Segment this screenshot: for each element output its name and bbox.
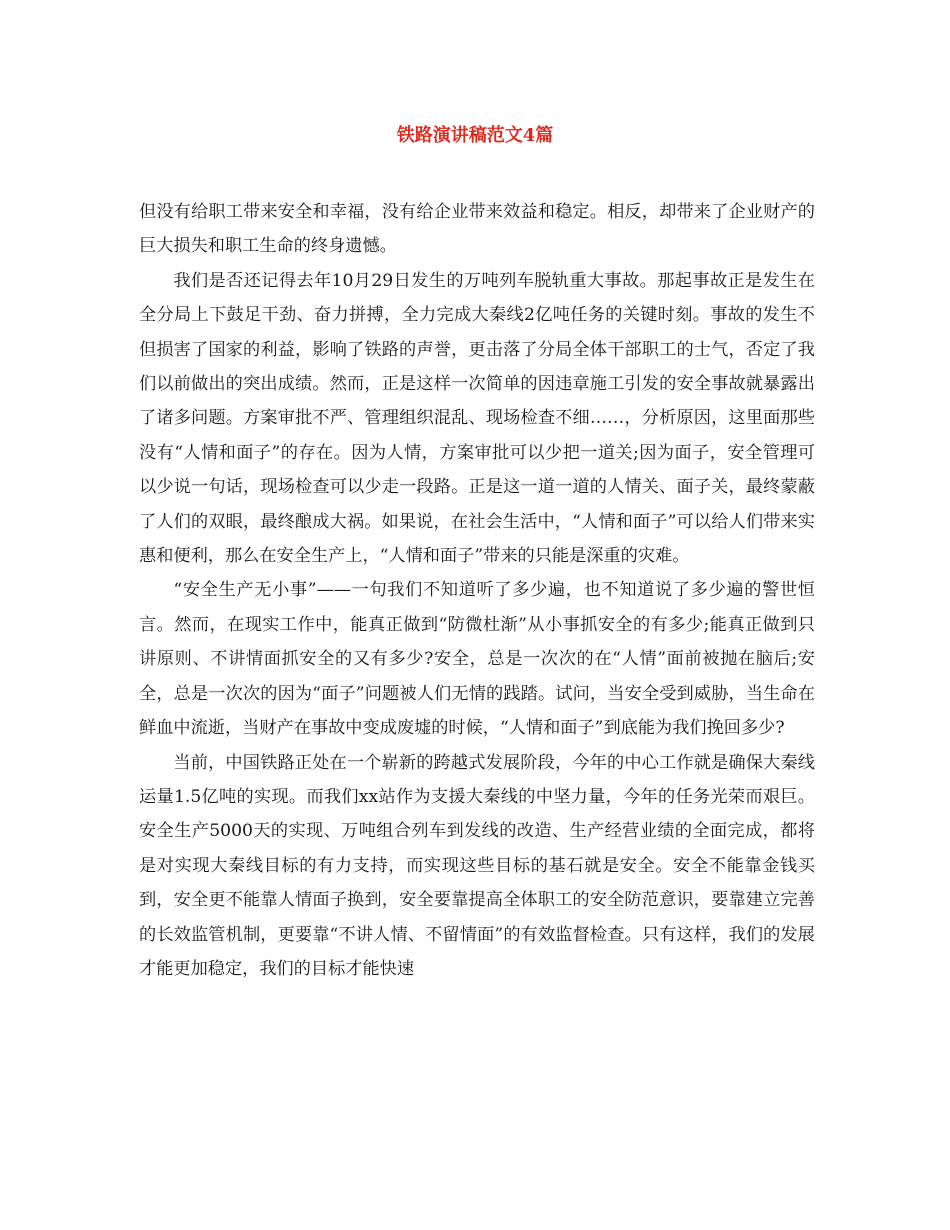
paragraph-2: 我们是否还记得去年10月29日发生的万吨列车脱轨重大事故。那起事故正是发生在全分局上下鼓足干劲、奋力拼搏，全力完成大秦线2亿吨任务的关键时刻。事故的发生不但损害了国家的利益，影响了铁路的声誉，更击落了分局全体干部职工的士气，否定了我们以前做出的突出成绩。然而，正是这样一次简单的因违章施工引发的安全事故就暴露出了诸多问题。方案审批不严、管理组织混乱、现场检查不细……，分析原因，这里面那些没有“人情和面子”的存在。因为人情，方案审批可以少把一道关;因为面子，安全管理可以少说一句话，现场检查可以少走一段路。正是这一道一道的人情关、面子关，最终蒙蔽了人们的双眼，最终酿成大祸。如果说，在社会生活中，“人情和面子”可以给人们带来实惠和便利，那么在安全生产上，“人情和面子”带来的只能是深重的灾难。 xyxy=(139,270,815,567)
paragraph-3: “安全生产无小事”——一句我们不知道听了多少遍，也不知道说了多少遍的警世恒言。然而，在现实工作中，能真正做到“防微杜渐”从小事抓安全的有多少;能真正做到只讲原则、不讲情面抓安全的又有多少?安全，总是一次次的在“人情”面前被抛在脑后;安全，总是一次次的因为“面子”问题被人们无情的践踏。试问，当安全受到威胁，当生命在鲜血中流逝，当财产在事故中变成废墟的时候，“人情和面子”到底能为我们挽回多少? xyxy=(139,580,815,739)
paragraph-1: 但没有给职工带来安全和幸福，没有给企业带来效益和稳定。相反，却带来了企业财产的巨大损失和职工生命的终身遗憾。 xyxy=(139,202,815,257)
document-body xyxy=(139,195,815,986)
document-title: 铁路演讲稿范文4篇 xyxy=(396,125,554,146)
paragraph-4: 当前，中国铁路正处在一个崭新的跨越式发展阶段，今年的中心工作就是确保大秦线运量1.5亿吨的实现。而我们xx站作为支援大秦线的中坚力量，今年的任务光荣而艰巨。安全生产5000天的实现、万吨组合列车到发线的改造、生产经营业绩的全面完成，都将是对实现大秦线目标的有力支持，而实现这些目标的基石就是安全。安全不能靠金钱买到，安全更不能靠人情面子换到，安全要靠提高全体职工的安全防范意识，要靠建立完善的长效监管机制，更要靠“不讲人情、不留情面”的有效监督检查。只有这样，我们的发展才能更加稳定，我们的目标才能快速 xyxy=(139,752,815,979)
